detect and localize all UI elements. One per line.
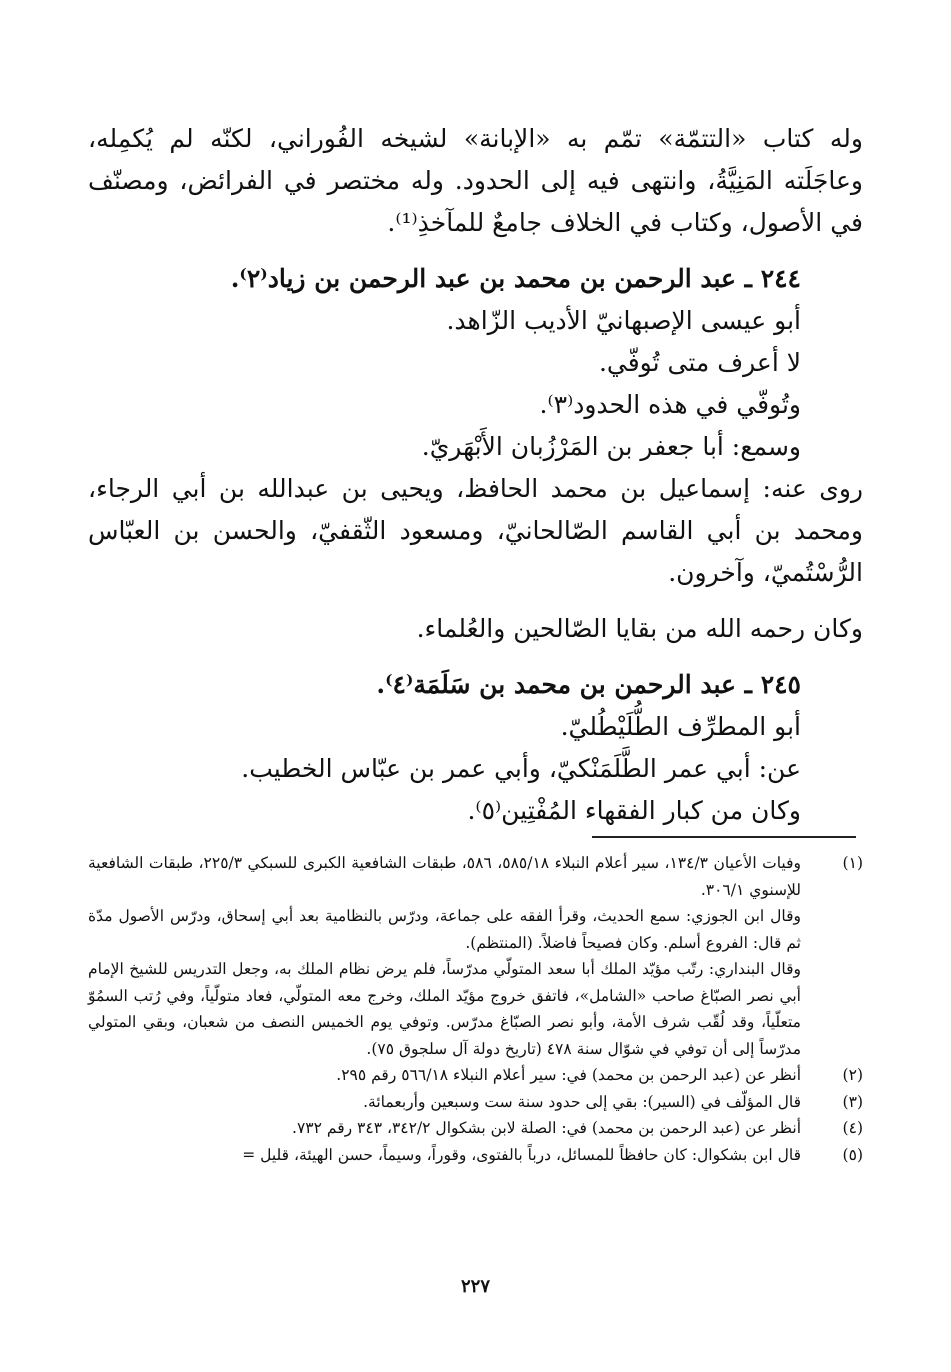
entry-244-kunya: أبو عيسى الإصبهانيّ الأديب الزّاهد.: [446, 306, 801, 335]
entry-244-closing: وكان رحمه الله من بقايا الصّالحين والعُلماء.: [416, 614, 863, 643]
paragraph-tatimma: وله كتاب «التتمّة» تمّم به «الإبانة» لشيخه الفُوراني، لكنّه لم يُكمِله، وعاجَلَته المَنِيَّةُ، وانتهى فيه إلى الحدود. وله مختصر في الفرائض، ومصنّف في الأصول، وكتاب في الخلاف جامعٌ للمآخذِ⁽¹⁾.: [88, 124, 863, 237]
footnotes: [88, 850, 863, 1168]
entry-245-kunya: أبو المطرِّف الطُّلَيْطُليّ.: [560, 712, 801, 741]
footnote-text: قال ابن بشكوال: كان حافظاً للمسائل، درباً بالفتوى، وقوراً، وسيماً، حسن الهيئة، قليل =: [242, 1145, 801, 1164]
page-number: ٢٢٧: [460, 1276, 490, 1297]
main-text: [88, 118, 863, 832]
footnote-1-ibn-jawzi: وقال ابن الجوزي: سمع الحديث، وقرأ الفقه على جماعة، ودرّس بالنظامية بعد أبي إسحاق، ودرّس الأصول مدّة ثم قال: الفروع أسلم. وكان فصيحاً فاضلاً. (المنتظم).: [88, 907, 801, 952]
footnote-text: وفيات الأعيان ١٣٤/٣، سير أعلام النبلاء ٥٨٥/١٨، ٥٨٦، طبقات الشافعية الكبرى للسبكي ٢٢٥/٣، طبقات الشافعية للإسنوي ٣٠٦/١.: [88, 854, 801, 899]
entry-244-death: وتُوفّي في هذه الحدود⁽٣⁾.: [539, 390, 801, 419]
entry-245-title: ٢٤٥ ـ عبد الرحمن بن محمد بن سَلَمَة⁽٤⁾.: [376, 670, 801, 699]
footnote-3: [88, 1089, 863, 1116]
footnote-1: [88, 850, 863, 903]
footnote-text: قال المؤلّف في (السير): بقي إلى حدود سنة ست وسبعين وأربعمائة.: [363, 1092, 801, 1111]
footnote-number: (٥): [842, 1145, 863, 1164]
entry-244-title: ٢٤٤ ـ عبد الرحمن بن محمد بن عبد الرحمن بن زياد⁽٢⁾.: [230, 264, 801, 293]
entry-245-closing: وكان من كبار الفقهاء المُفْتِين⁽٥⁾.: [467, 796, 801, 825]
entry-245-teachers: عن: أبي عمر الطَّلَمَنْكيّ، وأبي عمر بن عبّاس الخطيب.: [241, 754, 801, 783]
footnote-text: أنظر عن (عبد الرحمن بن محمد) في: الصلة لابن بشكوال ٣٤٢/٢، ٣٤٣ رقم ٧٣٢.: [292, 1119, 801, 1137]
entry-244-narrators: روى عنه: إسماعيل بن محمد الحافظ، ويحيى بن عبدالله بن أبي الرجاء، ومحمد بن أبي القاسم الصّالحانيّ، ومسعود الثّقفيّ، والحسن بن العبّاس الرُّسْتُميّ، وآخرون.: [88, 474, 863, 587]
footnote-number: (٤): [842, 1119, 863, 1137]
footnote-5: [88, 1142, 863, 1169]
footnote-4: [88, 1115, 863, 1142]
footnote-number: (٣): [842, 1092, 863, 1111]
entry-244-death-unknown: لا أعرف متى تُوفّي.: [598, 348, 801, 377]
footnote-number: (٢): [842, 1066, 863, 1084]
footnote-1-bundari: وقال البنداري: رتّب مؤيّد الملك أبا سعد المتولّي مدرّساً، فلم يرض نظام الملك به، وجعل التدريس للشيخ الإمام أبي نصر الصبّاغ صاحب «الشامل»، فاتفق خروج مؤيّد الملك، وخرج معه المتولّي، فعاد متولّياً، وفي رُتب السمُوّ متعلّياً، وقد لُقّب شرف الأمة، وأبو نصر الصبّاغ مدرّس. وتوفي يوم الخميس النصف من شعبان، وبقي المتولي مدرّساً إلى أن توفي في شوّال سنة ٤٧٨ (تاريخ دولة آل سلجوق ٧٥).: [88, 960, 801, 1058]
footnote-text: أنظر عن (عبد الرحمن بن محمد) في: سير أعلام النبلاء ٥٦٦/١٨ رقم ٢٩٥.: [336, 1066, 801, 1084]
footnote-separator: [592, 836, 856, 838]
entry-244-heard: وسمع: أبا جعفر بن المَرْزُبان الأَبْهَريّ.: [421, 432, 801, 461]
footnote-number: (١): [842, 854, 863, 872]
footnote-2: [88, 1062, 863, 1089]
